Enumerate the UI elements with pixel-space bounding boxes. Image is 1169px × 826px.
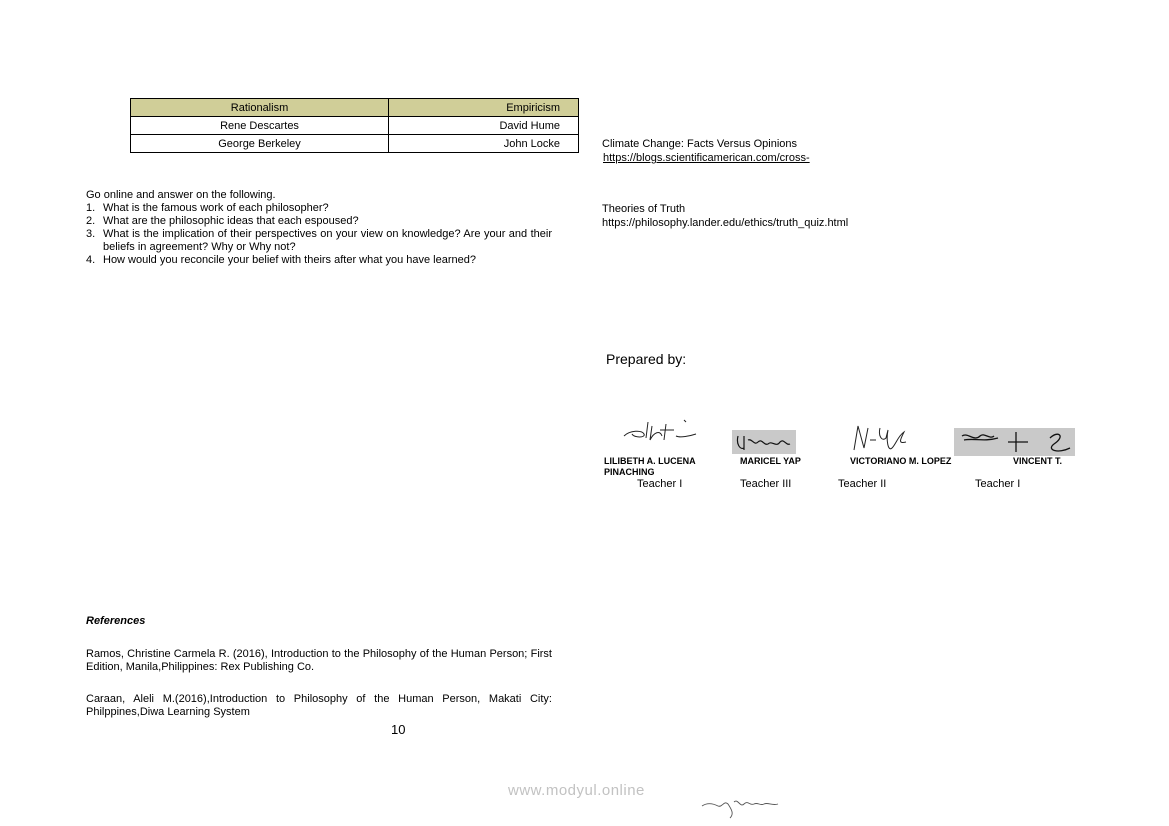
reference-item: Caraan, Aleli M.(2016),Introduction to Philosophy of the Human Person, Makati City: Philppines,Diwa Learning System bbox=[86, 693, 552, 718]
signature-1 bbox=[620, 418, 700, 444]
name-line: PINACHING bbox=[604, 467, 655, 477]
list-number: 4. bbox=[86, 254, 96, 266]
reference-item: Ramos, Christine Carmela R. (2016), Introduction to the Philosophy of the Human Person; First Edition, Manila,Philippines: Rex Publishing Co. bbox=[86, 648, 552, 673]
bottom-signature bbox=[700, 792, 782, 820]
question-text: What is the famous work of each philosopher? bbox=[103, 202, 329, 214]
list-item bbox=[86, 254, 552, 267]
link-truth bbox=[602, 202, 848, 230]
list-item bbox=[86, 215, 552, 228]
watermark: www.modyul.online bbox=[508, 782, 645, 799]
preparer-name: VICTORIANO M. LOPEZ bbox=[850, 456, 952, 466]
philosophers-table bbox=[130, 98, 579, 153]
signature-2 bbox=[732, 430, 796, 454]
table-header-row bbox=[131, 99, 579, 117]
table-cell: David Hume bbox=[389, 117, 579, 135]
instructions-intro: Go online and answer on the following. bbox=[86, 189, 276, 201]
list-number: 3. bbox=[86, 228, 96, 240]
link-title: Theories of Truth bbox=[602, 203, 686, 215]
preparer-name: MARICEL YAP bbox=[740, 456, 801, 466]
question-text: How would you reconcile your belief with theirs after what you have learned? bbox=[103, 254, 476, 266]
link-title: Climate Change: Facts Versus Opinions bbox=[602, 138, 798, 150]
list-item bbox=[86, 202, 552, 215]
preparer-role: Teacher II bbox=[838, 478, 887, 490]
link-url[interactable]: https://blogs.scientificamerican.com/cross- bbox=[603, 152, 810, 164]
preparer-role: Teacher I bbox=[637, 478, 683, 490]
table-header-empiricism: Empiricism bbox=[389, 99, 579, 117]
list-number: 1. bbox=[86, 202, 96, 214]
table-cell: John Locke bbox=[389, 135, 579, 153]
signature-4 bbox=[954, 428, 1075, 456]
list-item bbox=[86, 228, 552, 254]
question-list bbox=[86, 202, 552, 267]
question-text: What are the philosophic ideas that each espoused? bbox=[103, 215, 359, 227]
preparer-name bbox=[604, 456, 696, 478]
table-row bbox=[131, 117, 579, 135]
list-number: 2. bbox=[86, 215, 96, 227]
table-cell: Rene Descartes bbox=[131, 117, 389, 135]
table-header-rationalism: Rationalism bbox=[131, 99, 389, 117]
name-line: LILIBETH A. LUCENA bbox=[604, 456, 696, 466]
references-heading: References bbox=[86, 615, 146, 627]
prepared-by-label: Prepared by: bbox=[606, 351, 687, 367]
link-url[interactable]: https://philosophy.lander.edu/ethics/truth_quiz.html bbox=[602, 217, 849, 229]
preparer-role: Teacher III bbox=[740, 478, 792, 490]
link-climate bbox=[602, 137, 810, 165]
table-cell: George Berkeley bbox=[131, 135, 389, 153]
page-number: 10 bbox=[391, 722, 406, 737]
instructions bbox=[86, 189, 552, 267]
preparer-role: Teacher I bbox=[975, 478, 1021, 490]
question-text: What is the implication of their perspectives on your view on knowledge? Are your and their beliefs in agreement? Why or Why not? bbox=[103, 228, 552, 253]
preparer-name: VINCENT T. bbox=[1013, 456, 1063, 466]
table-row bbox=[131, 135, 579, 153]
signature-3 bbox=[848, 422, 912, 456]
